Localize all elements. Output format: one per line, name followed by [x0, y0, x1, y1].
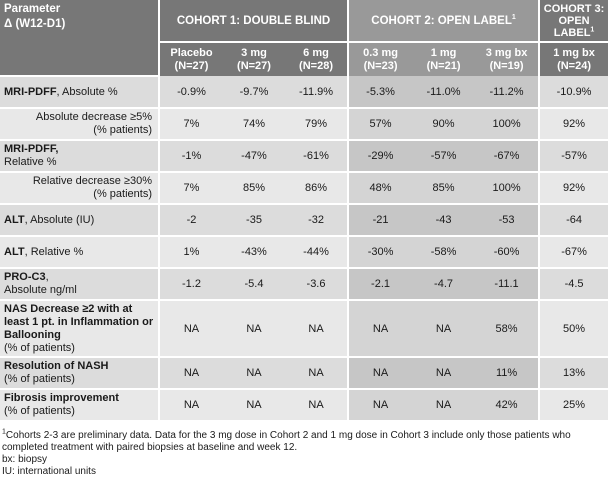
value-cell: -57% — [539, 140, 608, 172]
value-cell: -21 — [348, 204, 412, 236]
row-label — [0, 172, 159, 204]
value-cell: -67% — [475, 140, 539, 172]
value-cell: 42% — [475, 389, 539, 421]
row-label-bold: Fibrosis improvement — [4, 392, 119, 404]
row-label — [0, 236, 159, 268]
value-cell: 7% — [159, 108, 223, 140]
table-row — [0, 204, 608, 236]
row-label — [0, 357, 159, 389]
dose-n: (N=27) — [174, 59, 209, 72]
dose-n: (N=27) — [237, 59, 271, 72]
table-row — [0, 268, 608, 300]
table-row — [0, 300, 608, 357]
dose-n: (N=21) — [426, 59, 461, 72]
header-row-cohorts — [0, 0, 608, 42]
value-cell: -43 — [412, 204, 475, 236]
row-label-text: Absolute decrease ≥5% — [35, 111, 152, 123]
footnote-bx: bx: biopsy — [2, 454, 48, 465]
value-cell: NA — [412, 389, 475, 421]
row-label-subtext: (% patients) — [93, 124, 152, 136]
table-row — [0, 357, 608, 389]
dose-n: (N=23) — [363, 59, 398, 72]
value-cell: 86% — [285, 172, 348, 204]
value-cell: -61% — [285, 140, 348, 172]
dose-label: 3 mg bx — [485, 46, 528, 59]
value-cell: NA — [223, 300, 285, 357]
value-cell: NA — [223, 389, 285, 421]
value-cell: NA — [348, 300, 412, 357]
value-cell: -4.7 — [412, 268, 475, 300]
cohort3-header: COHORT 3: OPEN LABEL$^1$ — [539, 0, 608, 42]
row-label-bold: NAS Decrease ≥2 with at least 1 pt. in Inflammation or Ballooning — [4, 302, 154, 341]
footnote-iu: IU: international units — [2, 466, 96, 477]
row-label-bold: PRO-C3 — [4, 271, 46, 283]
dose-n: (N=19) — [489, 59, 524, 72]
value-cell: NA — [412, 357, 475, 389]
row-label — [0, 389, 159, 421]
value-cell: NA — [285, 357, 348, 389]
value-cell: 85% — [223, 172, 285, 204]
row-label-text: , Relative % — [24, 245, 84, 258]
dose-n: (N=28) — [299, 59, 333, 72]
row-label-bold: MRI-PDFF, — [4, 143, 59, 155]
dose-label: 1 mg — [430, 46, 457, 59]
row-label — [0, 108, 159, 140]
dose-header-1 — [223, 42, 285, 76]
dose-label: 6 mg — [303, 46, 329, 59]
value-cell: -11.0% — [412, 76, 475, 108]
row-label-subtext: (% of patients) — [4, 405, 75, 417]
value-cell: 100% — [475, 172, 539, 204]
value-cell: 1% — [159, 236, 223, 268]
dose-header-5 — [475, 42, 539, 76]
cohort2-header: COHORT 2: OPEN LABEL$^1$ — [348, 0, 539, 42]
value-cell: NA — [348, 357, 412, 389]
row-label — [0, 140, 159, 172]
value-cell: 7% — [159, 172, 223, 204]
value-cell: NA — [159, 389, 223, 421]
value-cell: -2.1 — [348, 268, 412, 300]
dose-header-2 — [285, 42, 348, 76]
row-label-bold: ALT — [4, 213, 25, 226]
value-cell: -60% — [475, 236, 539, 268]
footnote-1: $^1$Cohorts 2-3 are preliminary data. Data for the 3 mg dose in Cohort 2 and 1 mg dose in Cohort 3 include only those patients who completed treatment with paired biopsies at baseline and week 12. — [2, 428, 571, 453]
value-cell: -5.3% — [348, 76, 412, 108]
row-label-bold: Resolution of NASH — [4, 360, 109, 372]
value-cell: -43% — [223, 236, 285, 268]
dose-label: 3 mg — [241, 46, 267, 59]
dose-header-3 — [348, 42, 412, 76]
value-cell: -11.2% — [475, 76, 539, 108]
value-cell: NA — [223, 357, 285, 389]
footnotes — [0, 422, 592, 478]
value-cell: -5.4 — [223, 268, 285, 300]
value-cell: -1% — [159, 140, 223, 172]
value-cell: NA — [412, 300, 475, 357]
value-cell: NA — [285, 389, 348, 421]
value-cell: -57% — [412, 140, 475, 172]
dose-header-6 — [539, 42, 608, 76]
row-label — [0, 268, 159, 300]
value-cell: 79% — [285, 108, 348, 140]
value-cell: -67% — [539, 236, 608, 268]
cohort2-footnote-mark: 1 — [511, 13, 516, 21]
value-cell: -1.2 — [159, 268, 223, 300]
dose-n: (N=24) — [557, 59, 592, 72]
table-row — [0, 140, 608, 172]
row-label-subtext: Absolute ng/ml — [4, 284, 77, 296]
value-cell: -3.6 — [285, 268, 348, 300]
table-row — [0, 236, 608, 268]
value-cell: NA — [285, 300, 348, 357]
value-cell: 57% — [348, 108, 412, 140]
row-label-subtext: (% of patients) — [4, 373, 75, 385]
value-cell: 90% — [412, 108, 475, 140]
value-cell: 48% — [348, 172, 412, 204]
row-label — [0, 300, 159, 357]
value-cell: NA — [348, 389, 412, 421]
value-cell: -0.9% — [159, 76, 223, 108]
parameter-header-line1: Parameter — [4, 3, 61, 15]
table-body — [0, 76, 608, 421]
row-label-text: , Absolute (IU) — [24, 213, 95, 226]
value-cell: 11% — [475, 357, 539, 389]
row-label-subtext: Relative % — [4, 156, 57, 168]
value-cell: 92% — [539, 172, 608, 204]
value-cell: 25% — [539, 389, 608, 421]
dose-header-4 — [412, 42, 475, 76]
table-row — [0, 76, 608, 108]
dose-label: 1 mg bx — [553, 46, 595, 59]
table-row — [0, 108, 608, 140]
cohort3-footnote-mark: 1 — [590, 25, 595, 33]
value-cell: -10.9% — [539, 76, 608, 108]
row-label-bold: ALT — [4, 245, 25, 258]
table-row — [0, 172, 608, 204]
row-label-subtext: (% patients) — [93, 188, 152, 200]
dose-label: 0.3 mg — [363, 46, 398, 59]
value-cell: -11.9% — [285, 76, 348, 108]
value-cell: -4.5 — [539, 268, 608, 300]
value-cell: -29% — [348, 140, 412, 172]
row-label-subtext: (% of patients) — [4, 341, 75, 354]
value-cell: 92% — [539, 108, 608, 140]
value-cell: -32 — [285, 204, 348, 236]
value-cell: NA — [159, 300, 223, 357]
value-cell: -64 — [539, 204, 608, 236]
cohort1-header: COHORT 1: DOUBLE BLIND — [159, 0, 348, 42]
dose-label: Placebo — [170, 46, 213, 59]
value-cell: -44% — [285, 236, 348, 268]
row-label — [0, 204, 159, 236]
value-cell: 13% — [539, 357, 608, 389]
dose-header-0 — [159, 42, 223, 76]
parameter-header — [0, 0, 159, 76]
value-cell: NA — [159, 357, 223, 389]
row-label-bold: MRI-PDFF — [4, 85, 57, 98]
value-cell: 100% — [475, 108, 539, 140]
value-cell: 74% — [223, 108, 285, 140]
value-cell: 85% — [412, 172, 475, 204]
row-label-text: , — [45, 271, 49, 283]
value-cell: -11.1 — [475, 268, 539, 300]
parameter-header-line2: Δ (W12-D1) — [4, 18, 66, 30]
value-cell: -58% — [412, 236, 475, 268]
value-cell: -9.7% — [223, 76, 285, 108]
value-cell: -2 — [159, 204, 223, 236]
value-cell: 50% — [539, 300, 608, 357]
value-cell: -35 — [223, 204, 285, 236]
row-label-text: , Absolute % — [56, 85, 118, 98]
value-cell: -47% — [223, 140, 285, 172]
value-cell: -30% — [348, 236, 412, 268]
row-label-text: Relative decrease ≥30% — [32, 175, 152, 187]
table-row — [0, 389, 608, 421]
value-cell: 58% — [475, 300, 539, 357]
row-label — [0, 76, 159, 108]
value-cell: -53 — [475, 204, 539, 236]
